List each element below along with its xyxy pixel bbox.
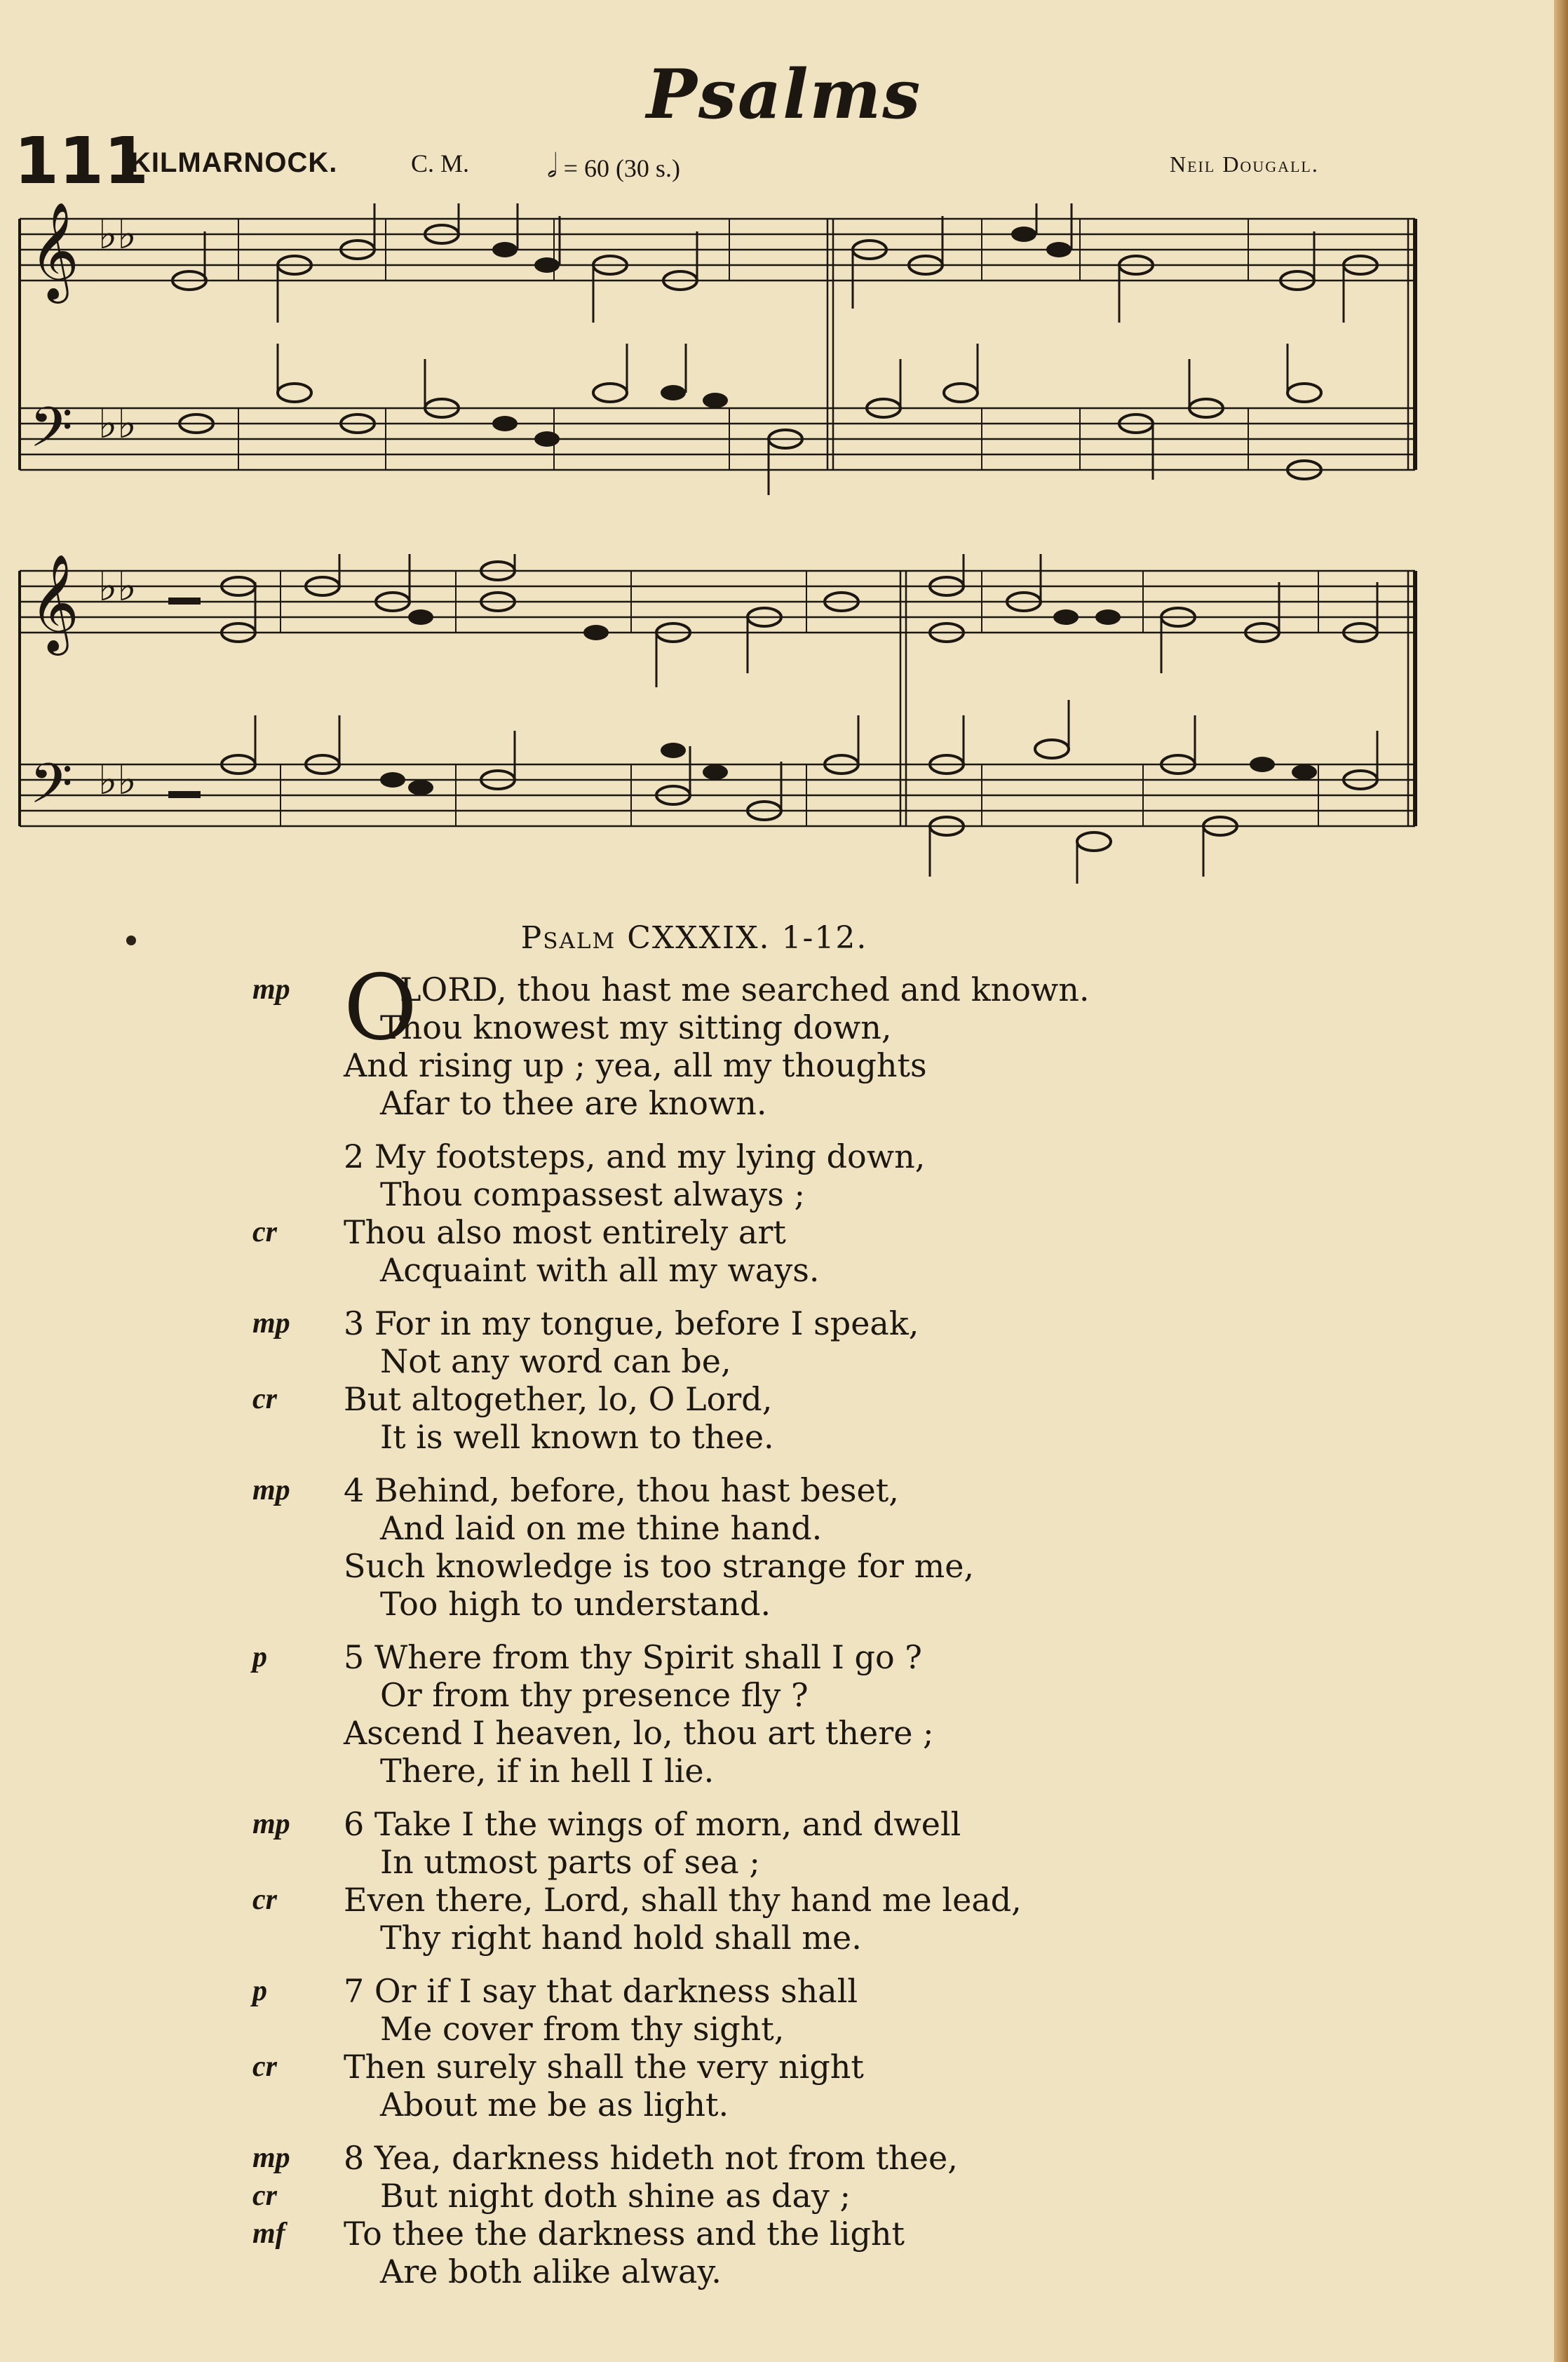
svg-text:𝄞: 𝄞 <box>29 554 79 652</box>
svg-text:♭♭: ♭♭ <box>98 756 137 804</box>
verse-text: Not any word can be, <box>380 1342 731 1380</box>
dynamic-marking: mp <box>252 1474 290 1506</box>
verse-text: Ascend I heaven, lo, thou art there ; <box>344 1714 934 1752</box>
verse-line <box>252 1509 1234 1547</box>
verse-text: Too high to understand. <box>380 1585 771 1623</box>
verse-line <box>252 1585 1234 1623</box>
svg-text:𝄞: 𝄞 <box>29 203 79 299</box>
psalm-reference <box>0 920 1388 956</box>
verse-line <box>252 2048 1234 2086</box>
verse-text: Thy right hand hold shall me. <box>380 1919 862 1957</box>
psalm-verses <box>252 956 1234 2306</box>
psalm-number: CXXXIX. 1-12. <box>627 920 868 956</box>
page-title: Psalms <box>646 55 922 134</box>
verse-line <box>252 1919 1234 1957</box>
verse-text: But altogether, lo, O Lord, <box>344 1380 773 1418</box>
verse-line <box>252 1471 1234 1509</box>
verse-text: And rising up ; yea, all my thoughts <box>344 1046 927 1084</box>
music-system-1 <box>14 203 1431 498</box>
stanza <box>252 1972 1234 2124</box>
music-system-2 <box>14 554 1431 884</box>
dynamic-marking: mf <box>252 2218 285 2250</box>
dynamic-marking: cr <box>252 1383 277 1415</box>
verse-line <box>252 1008 1234 1046</box>
verse-line <box>252 1418 1234 1456</box>
verse-text: Such knowledge is too strange for me, <box>344 1547 975 1585</box>
hymn-number: 111 <box>14 123 149 198</box>
verse-text: Or from thy presence fly ? <box>380 1676 809 1714</box>
stanza <box>252 1805 1234 1957</box>
verse-text: Me cover from thy sight, <box>380 2010 785 2048</box>
stanza <box>252 1471 1234 1623</box>
dynamic-marking: p <box>252 1975 267 2007</box>
verse-text: Acquaint with all my ways. <box>380 1251 820 1289</box>
verse-text: 4 Behind, before, thou hast beset, <box>344 1471 899 1509</box>
verse-line <box>252 1046 1234 1084</box>
dynamic-marking: mp <box>252 973 290 1006</box>
verse-text: 7 Or if I say that darkness shall <box>344 1972 858 2010</box>
verse-text: Even there, Lord, shall thy hand me lead, <box>344 1881 1022 1919</box>
verse-line <box>252 1676 1234 1714</box>
verse-line <box>252 1547 1234 1585</box>
half-note-icon: 𝅗𝅥 <box>547 148 557 184</box>
verse-text: About me be as light. <box>380 2086 729 2124</box>
verse-text: 5 Where from thy Spirit shall I go ? <box>344 1638 922 1676</box>
verse-line <box>252 2253 1234 2290</box>
verse-line <box>252 1805 1234 1843</box>
score-staves-2 <box>14 554 1431 884</box>
stanza <box>252 956 1234 1122</box>
verse-line <box>252 1881 1234 1919</box>
stanza <box>252 1638 1234 1790</box>
verse-text: In utmost parts of sea ; <box>380 1843 760 1881</box>
stanza <box>252 1138 1234 1289</box>
verse-line <box>252 2177 1234 2215</box>
svg-text:𝄢: 𝄢 <box>29 751 73 830</box>
dynamic-marking: cr <box>252 2051 277 2083</box>
verse-text: Thou compassest always ; <box>380 1175 805 1213</box>
verse-line <box>252 1213 1234 1251</box>
tune-name: KILMARNOCK. <box>130 147 338 178</box>
svg-text:♭♭: ♭♭ <box>98 400 137 447</box>
svg-text:♭♭: ♭♭ <box>98 562 137 610</box>
verse-text: To thee the darkness and the light <box>344 2215 905 2253</box>
dynamic-marking: p <box>252 1641 267 1673</box>
verse-text: Afar to thee are known. <box>380 1084 767 1122</box>
verse-line <box>252 1138 1234 1175</box>
verse-line <box>252 1638 1234 1676</box>
dynamic-marking: mp <box>252 1808 290 1840</box>
dynamic-marking: cr <box>252 1884 277 1916</box>
verse-line <box>252 1342 1234 1380</box>
tempo-text: = 60 (30 s.) <box>563 154 680 182</box>
verse-text: There, if in hell I lie. <box>380 1752 715 1790</box>
verse-line <box>252 2139 1234 2177</box>
verse-line <box>252 1843 1234 1881</box>
score-staves-1 <box>14 203 1431 498</box>
verse-text: 6 Take I the wings of morn, and dwell <box>344 1805 961 1843</box>
verse-text: 8 Yea, darkness hideth not from thee, <box>344 2139 958 2177</box>
verse-line <box>252 1304 1234 1342</box>
drop-cap: O <box>344 956 417 1060</box>
verse-line <box>252 1380 1234 1418</box>
verse-line <box>252 1084 1234 1122</box>
verse-line <box>252 1972 1234 2010</box>
svg-text:𝄢: 𝄢 <box>29 395 73 473</box>
verse-text: And laid on me thine hand. <box>380 1509 823 1547</box>
verse-line <box>252 2215 1234 2253</box>
stanza <box>252 1304 1234 1456</box>
verse-text: 2 My footsteps, and my lying down, <box>344 1138 926 1175</box>
dynamic-marking: cr <box>252 1216 277 1248</box>
tempo-marking <box>547 147 680 186</box>
verse-line <box>252 2010 1234 2048</box>
verse-line <box>252 1175 1234 1213</box>
verse-line <box>252 1752 1234 1790</box>
verse-text: Thou knowest my sitting down, <box>380 1008 892 1046</box>
verse-line <box>252 1714 1234 1752</box>
dynamic-marking: mp <box>252 2142 290 2174</box>
verse-text: LORD, thou hast me searched and known. <box>400 971 1090 1008</box>
composer: Neil Dougall. <box>1170 151 1319 177</box>
verse-line <box>252 1251 1234 1289</box>
verse-line <box>252 2086 1234 2124</box>
verse-text: It is well known to thee. <box>380 1418 774 1456</box>
dynamic-marking: mp <box>252 1307 290 1339</box>
verse-text: But night doth shine as day ; <box>380 2177 851 2215</box>
svg-text:♭♭: ♭♭ <box>98 210 137 258</box>
stanza <box>252 2139 1234 2290</box>
page-edge <box>1554 0 1568 2362</box>
verse-text: Then surely shall the very night <box>344 2048 864 2086</box>
dynamic-marking: cr <box>252 2180 277 2212</box>
psalm-label: Psalm <box>520 920 616 956</box>
meter: C. M. <box>411 149 470 177</box>
verse-text: Thou also most entirely art <box>344 1213 786 1251</box>
verse-text: Are both alike alway. <box>380 2253 722 2290</box>
verse-text: 3 For in my tongue, before I speak, <box>344 1304 919 1342</box>
